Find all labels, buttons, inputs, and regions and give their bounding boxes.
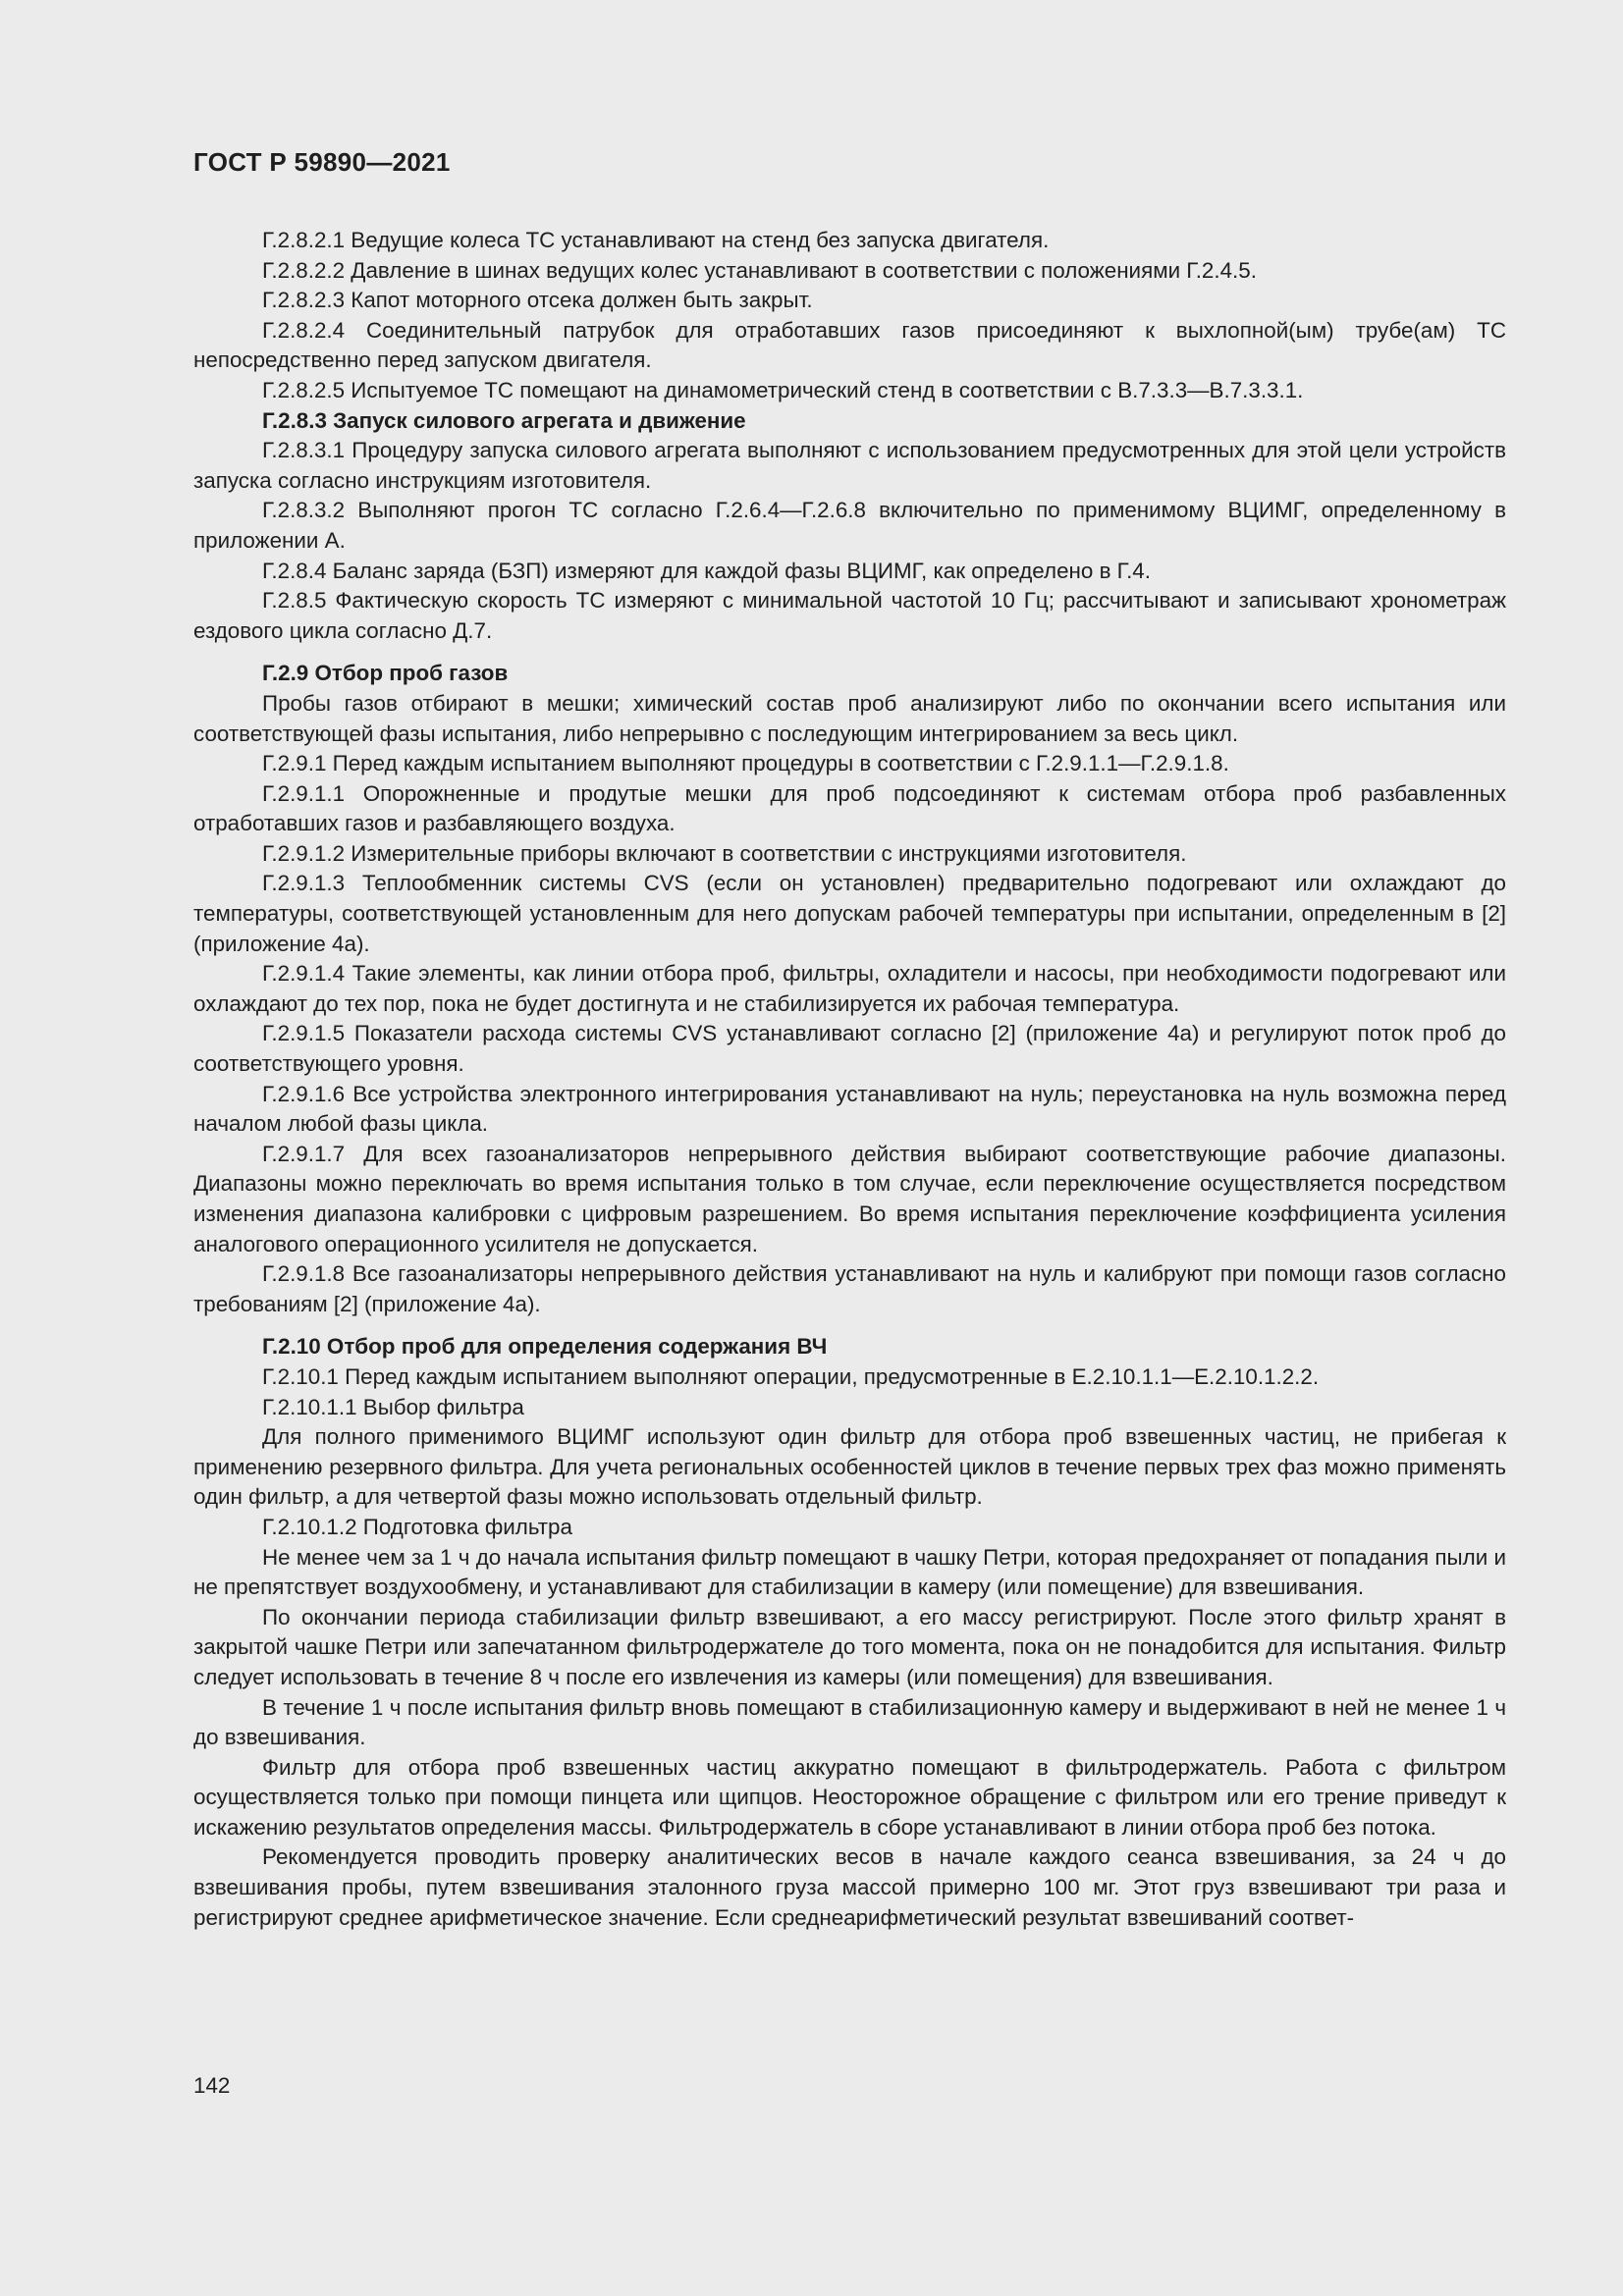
paragraph: Г.2.9.1.3 Теплообменник системы CVS (если он установлен) предварительно подогревают или охлаждают до температуры, соответствующей установленным для него допускам рабочей температуры при испытании, определенным в [2] (приложение 4а). [193,871,1506,956]
paragraph: По окончании периода стабилизации фильтр взвешивают, а его массу регистрируют. После этого фильтр хранят в закрытой чашке Петри или запечатанном фильтродержателе до того момента, пока он не понадобится для испытания. Фильтр следует использовать в течение 8 ч после его извлечения из камеры (или помещения) для взвешивания. [193,1604,1506,1689]
paragraph: Г.2.9.1.1 Опорожненные и продутые мешки для проб подсоединяют к системам отбора проб разбавленных отработавших газов и разбавляющего воздуха. [193,780,1506,836]
section-heading: Г.2.10 Отбор проб для определения содержания ВЧ [262,1334,828,1360]
paragraph: Г.2.8.2.2 Давление в шинах ведущих колес устанавливают в соответствии с положениями Г.2.4.5. [262,257,1257,283]
paragraph: Г.2.9.1 Перед каждым испытанием выполняют процедуры в соответствии с Г.2.9.1.1—Г.2.9.1.8. [262,751,1229,776]
paragraph: Г.2.9.1.5 Показатели расхода системы CVS устанавливают согласно [2] (приложение 4а) и регулируют поток проб до соответствующего уровня. [193,1021,1506,1077]
paragraph: Г.2.9.1.2 Измерительные приборы включают в соответствии с инструкциями изготовителя. [262,840,1187,866]
section-heading: Г.2.8.3 Запуск силового агрегата и движение [262,407,746,433]
document-code-header: ГОСТ Р 59890—2021 [193,147,451,177]
paragraph: Г.2.8.5 Фактическую скорость ТС измеряют с минимальной частотой 10 Гц; рассчитывают и записывают хронометраж ездового цикла согласно Д.7. [193,588,1506,643]
paragraph: Г.2.8.3.1 Процедуру запуска силового агрегата выполняют с использованием предусмотренных для этой цели устройств запуска согласно инструкциям изготовителя. [193,438,1506,493]
paragraph: Г.2.9.1.6 Все устройства электронного интегрирования устанавливают на нуль; переустановка на нуль возможна перед началом любой фазы цикла. [193,1081,1506,1137]
paragraph: В течение 1 ч после испытания фильтр вновь помещают в стабилизационную камеру и выдерживают в ней не менее 1 ч до взвешивания. [193,1694,1506,1750]
paragraph: Г.2.8.4 Баланс заряда (БЗП) измеряют для каждой фазы ВЦИМГ, как определено в Г.4. [262,558,1151,583]
document-body [193,226,1506,1933]
paragraph: Г.2.10.1.2 Подготовка фильтра [262,1514,572,1539]
paragraph: Г.2.9.1.8 Все газоанализаторы непрерывного действия устанавливают на нуль и калибруют при помощи газов согласно требованиям [2] (приложение 4а). [193,1261,1506,1316]
paragraph: Г.2.8.2.4 Соединительный патрубок для отработавших газов присоединяют к выхлопной(ым) трубе(ам) ТС непосредственно перед запуском двигателя. [193,317,1506,373]
paragraph: Пробы газов отбирают в мешки; химический состав проб анализируют либо по окончании всего испытания или соответствующей фазы испытания, либо непрерывно с последующим интегрированием за весь цикл. [193,690,1506,746]
paragraph: Г.2.8.2.5 Испытуемое ТС помещают на динамометрический стенд в соответствии с В.7.3.3—В.7.3.3.1. [262,377,1304,402]
paragraph: Г.2.8.2.1 Ведущие колеса ТС устанавливают на стенд без запуска двигателя. [262,228,1050,252]
section-heading: Г.2.9 Отбор проб газов [262,661,509,686]
paragraph: Для полного применимого ВЦИМГ используют один фильтр для отбора проб взвешенных частиц, не прибегая к применению резервного фильтра. Для учета региональных особенностей циклов в течение первых трех фаз можно применять один фильтр, а для четвертой фазы можно использовать отдельный фильтр. [193,1424,1506,1510]
paragraph: Г.2.8.2.3 Капот моторного отсека должен быть закрыт. [262,288,813,313]
page-number: 142 [193,2073,231,2098]
paragraph: Г.2.8.3.2 Выполняют прогон ТС согласно Г.2.6.4—Г.2.6.8 включительно по применимому ВЦИМГ, определенному в приложении А. [193,498,1506,553]
paragraph: Не менее чем за 1 ч до начала испытания фильтр помещают в чашку Петри, которая предохраняет от попадания пыли и не препятствует воздухообмену, и устанавливают для стабилизации в камеру (или помещение) для взвешивания. [193,1544,1506,1600]
paragraph: Фильтр для отбора проб взвешенных частиц аккуратно помещают в фильтродержатель. Работа с фильтром осуществляется только при помощи пинцета или щипцов. Неосторожное обращение с фильтром или его трение приведут к искажению результатов определения массы. Фильтродержатель в сборе устанавливают в линии отбора проб без потока. [193,1754,1506,1840]
paragraph: Рекомендуется проводить проверку аналитических весов в начале каждого сеанса взвешивания, за 24 ч до взвешивания пробы, путем взвешивания эталонного груза массой примерно 100 мг. Этот груз взвешивают три раза и регистрируют среднее арифметическое значение. Если среднеарифметический результат взвешиваний соответ- [193,1844,1506,1930]
paragraph: Г.2.9.1.7 Для всех газоанализаторов непрерывного действия выбирают соответствующие рабочие диапазоны. Диапазоны можно переключать во время испытания только в том случае, если переключение осуществляется посредством изменения диапазона калибровки с цифровым разрешением. Во время испытания переключение коэффициента усиления аналогового операционного усилителя не допускается. [193,1141,1506,1256]
paragraph: Г.2.10.1 Перед каждым испытанием выполняют операции, предусмотренные в Е.2.10.1.1—Е.2.10.1.2.2. [262,1363,1320,1389]
paragraph: Г.2.9.1.4 Такие элементы, как линии отбора проб, фильтры, охладители и насосы, при необходимости подогревают или охлаждают до тех пор, пока не будет достигнута и не стабилизируется их рабочая температура. [193,961,1506,1016]
paragraph: Г.2.10.1.1 Выбор фильтра [262,1394,524,1419]
